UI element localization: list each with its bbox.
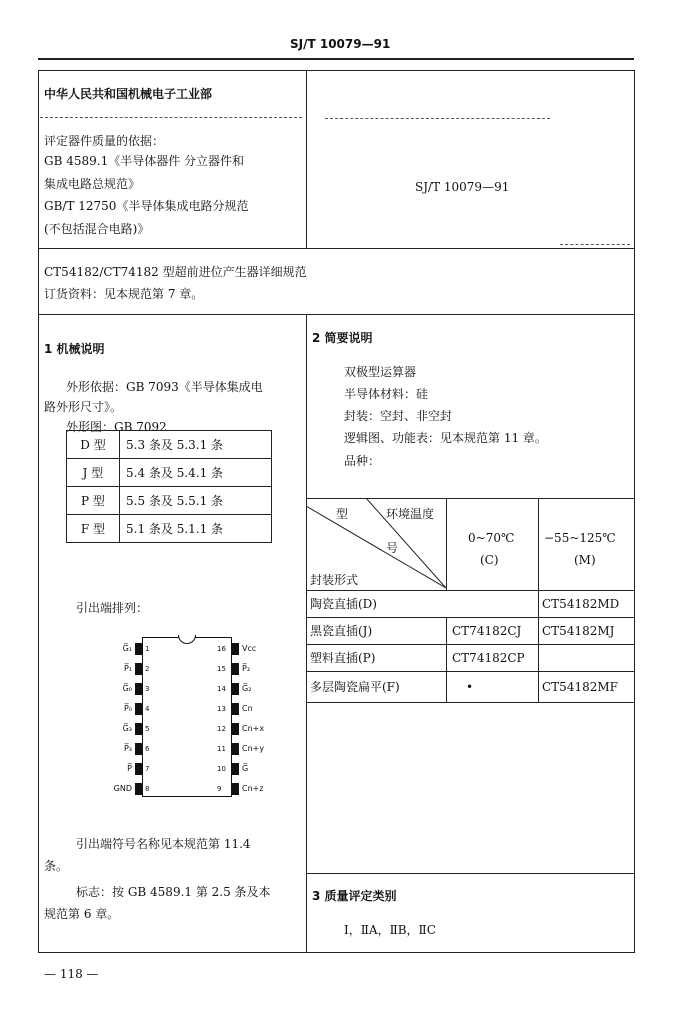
- col2-code: (M): [574, 553, 596, 567]
- title-block-top-rule: [38, 248, 634, 249]
- ministry-name: 中华人民共和国机械电子工业部: [44, 87, 213, 101]
- pin-number: 2: [145, 665, 150, 673]
- package-type-cell: J 型: [67, 459, 120, 487]
- pin-number: 13: [217, 705, 226, 713]
- pin-number: 6: [145, 745, 150, 753]
- corner-type-label: 型: [336, 507, 349, 521]
- table-header-rule: [306, 590, 634, 591]
- pin-label: G̅: [242, 764, 249, 773]
- pin-9: [232, 783, 239, 795]
- pin-number: 12: [217, 725, 226, 733]
- pin-number: 9: [217, 785, 222, 793]
- frame-left: [38, 70, 39, 953]
- corner-temp-label: 环境温度: [386, 507, 435, 521]
- package-clause-cell: 5.3 条及 5.3.1 条: [120, 431, 272, 459]
- package-type-cell: F 型: [67, 515, 120, 543]
- table-col-rule: [446, 498, 447, 590]
- pin-number: 16: [217, 645, 226, 653]
- pin-number: 1: [145, 645, 150, 653]
- frame-top: [38, 70, 634, 71]
- pin-7: [135, 763, 142, 775]
- marking-2: 规范第 6 章。: [44, 907, 120, 921]
- pin-15: [232, 663, 239, 675]
- pin-label: P̅₂: [242, 664, 251, 673]
- corner-num-label: 号: [386, 541, 399, 555]
- pin-12: [232, 723, 239, 735]
- pin-label: P̅: [127, 764, 132, 773]
- pin-label: P̅₀: [123, 704, 132, 713]
- table-col-rule: [446, 617, 447, 702]
- pin-label: G̅₃: [122, 724, 132, 733]
- table-row: [67, 459, 272, 487]
- spec-title: CT54182/CT74182 型超前进位产生器详细规范: [44, 265, 307, 279]
- col1-temp: 0~70℃: [468, 531, 515, 545]
- ordering-info: 订货资料：见本规范第 7 章。: [44, 287, 204, 301]
- table-row-rule: [306, 671, 634, 672]
- section1-heading: 1 机械说明: [44, 342, 105, 356]
- package-outline-table: [66, 430, 272, 543]
- pin-number: 11: [217, 745, 226, 753]
- variants-table: [306, 498, 634, 703]
- table-row-rule: [306, 644, 634, 645]
- pin-number: 4: [145, 705, 150, 713]
- pin-8: [135, 783, 142, 795]
- outline-basis-1: 外形依据：GB 7093《半导体集成电: [66, 380, 263, 394]
- section3-heading: 3 质量评定类别: [312, 889, 397, 903]
- pin-label: P̅₁: [123, 664, 132, 673]
- page-number: — 118 —: [44, 967, 99, 981]
- table-col-rule: [538, 498, 539, 702]
- table-bottom-rule: [306, 702, 634, 703]
- running-header: SJ/T 10079—91: [290, 37, 391, 51]
- title-block-bottom-rule: [38, 314, 634, 315]
- pin-number: 14: [217, 685, 226, 693]
- pin-5: [135, 723, 142, 735]
- table-row: [67, 515, 272, 543]
- frame-bottom: [38, 952, 634, 953]
- pin-note-2: 条。: [44, 859, 69, 873]
- basis-line-1: GB 4589.1《半导体器件 分立器件和: [44, 154, 245, 168]
- quality-categories: Ⅰ，ⅡA，ⅡB，ⅡC: [344, 923, 436, 937]
- corner-pkg-label: 封装形式: [310, 573, 359, 587]
- pin-16: [232, 643, 239, 655]
- row-m-j: CT54182MJ: [542, 624, 615, 638]
- table-row: [67, 487, 272, 515]
- package-clause-cell: 5.5 条及 5.5.1 条: [120, 487, 272, 515]
- row-c-p: CT74182CP: [452, 651, 525, 665]
- pin-label: P̅₃: [123, 744, 132, 753]
- pin-number: 8: [145, 785, 150, 793]
- pin-4: [135, 703, 142, 715]
- package-type-cell: D 型: [67, 431, 120, 459]
- pin-label: G̅₂: [242, 684, 252, 693]
- pin-2: [135, 663, 142, 675]
- desc-line-4: 逻辑图、功能表：见本规范第 11 章。: [344, 431, 547, 445]
- pin-label: G̅₁: [122, 644, 132, 653]
- pin-label: Cn+x: [242, 724, 265, 733]
- dip-pinout-diagram: [90, 630, 290, 810]
- right-dashed-rule: [325, 118, 550, 119]
- frame-right: [634, 70, 635, 953]
- row-m-d: CT54182MD: [542, 597, 620, 611]
- pin-6: [135, 743, 142, 755]
- spec-number: SJ/T 10079—91: [415, 180, 510, 194]
- pin-number: 15: [217, 665, 226, 673]
- pin-label: Cn+z: [242, 784, 264, 793]
- package-clause-cell: 5.4 条及 5.4.1 条: [120, 459, 272, 487]
- row-pkg-f: 多层陶瓷扁平(F): [310, 680, 400, 694]
- chip-body: [142, 637, 232, 797]
- pin-14: [232, 683, 239, 695]
- package-clause-cell: 5.1 条及 5.1.1 条: [120, 515, 272, 543]
- desc-line-5: 品种：: [344, 454, 381, 468]
- outline-basis-2: 路外形尺寸》。: [44, 400, 123, 414]
- pin-13: [232, 703, 239, 715]
- column-divider-top: [306, 70, 307, 248]
- basis-title: 评定器件质量的依据：: [44, 134, 165, 148]
- row-c-j: CT74182CJ: [452, 624, 522, 638]
- table-row-rule: [306, 617, 634, 618]
- pin-3: [135, 683, 142, 695]
- package-type-cell: P 型: [67, 487, 120, 515]
- pin-number: 5: [145, 725, 150, 733]
- section2-heading: 2 简要说明: [312, 331, 373, 345]
- section3-rule: [306, 873, 634, 874]
- row-pkg-d: 陶瓷直插(D): [310, 597, 377, 611]
- desc-line-3: 封装：空封、非空封: [344, 409, 453, 423]
- pin-1: [135, 643, 142, 655]
- header-rule: [38, 58, 634, 60]
- outline-drawing: 外形图：GB 7092: [66, 420, 167, 434]
- basis-line-3: GB/T 12750《半导体集成电路分规范: [44, 199, 249, 213]
- pin-label: Cn+y: [242, 744, 265, 753]
- desc-line-2: 半导体材料：硅: [344, 387, 429, 401]
- desc-line-1: 双极型运算器: [344, 365, 417, 379]
- col2-temp: −55~125℃: [544, 531, 616, 545]
- basis-line-4: (不包括混合电路)》: [44, 222, 150, 236]
- pin-arrangement-label: 引出端排列：: [76, 601, 149, 615]
- pin-number: 7: [145, 765, 150, 773]
- pin-10: [232, 763, 239, 775]
- table-row: [67, 431, 272, 459]
- basis-line-2: 集成电路总规范》: [44, 177, 141, 191]
- pin-label: Cn: [242, 704, 253, 713]
- pin-label: G̅₀: [122, 684, 132, 693]
- col1-code: (C): [480, 553, 499, 567]
- right-dashed-rule-2: [560, 244, 630, 245]
- pin-label: Vcc: [242, 644, 257, 653]
- left-dashed-rule: [40, 117, 302, 118]
- row-c-f: •: [466, 680, 474, 694]
- pin-number: 3: [145, 685, 150, 693]
- pin-label: GND: [113, 784, 132, 793]
- marking-1: 标志：按 GB 4589.1 第 2.5 条及本: [76, 885, 271, 899]
- row-pkg-j: 黑瓷直插(J): [310, 624, 373, 638]
- pin-note-1: 引出端符号名称见本规范第 11.4: [76, 837, 251, 851]
- row-pkg-p: 塑料直插(P): [310, 651, 376, 665]
- pin-11: [232, 743, 239, 755]
- row-m-f: CT54182MF: [542, 680, 618, 694]
- pin-number: 10: [217, 765, 226, 773]
